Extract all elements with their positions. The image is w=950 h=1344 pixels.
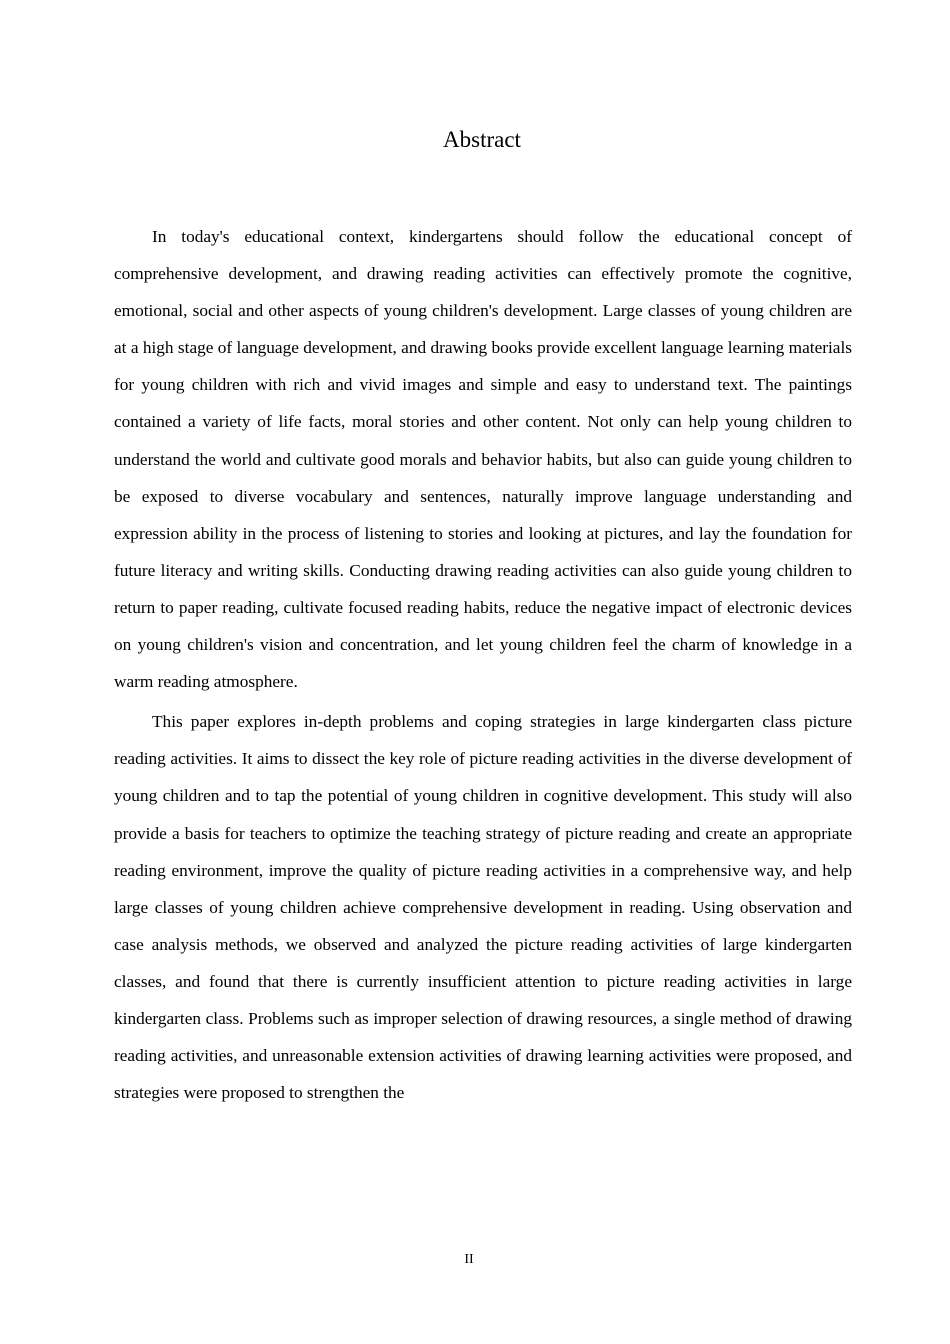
abstract-paragraph-2: This paper explores in-depth problems and coping strategies in large kindergarten class picture reading activities. It aims to dissect the key role of picture reading activities in the diverse development of young children and to tap the potential of young children in cognitive development. This study will also provide a basis for teachers to optimize the teaching strategy of picture reading and create an appropriate reading environment, improve the quality of picture reading activities in a comprehensive way, and help large classes of young children achieve comprehensive development in reading. Using observation and case analysis methods, we observed and analyzed the picture reading activities of large kindergarten classes, and found that there is currently insufficient attention to picture reading activities in large kindergarten class. Problems such as improper selection of drawing resources, a single method of drawing reading activities, and unreasonable extension activities of drawing learning activities were proposed, and strategies were proposed to strengthen the: [114, 712, 852, 1103]
abstract-paragraph-1: In today's educational context, kindergartens should follow the educational concept of comprehensive development, and drawing reading activities can effectively promote the cognitive, emotional, social and other aspects of young children's development. Large classes of young children are at a high stage of language development, and drawing books provide excellent language learning materials for young children with rich and vivid images and simple and easy to understand text. The paintings contained a variety of life facts, moral stories and other content. Not only can help young children to understand the world and cultivate good morals and behavior habits, but also can guide young children to be exposed to diverse vocabulary and sentences, naturally improve language understanding and expression ability in the process of listening to stories and looking at pictures, and lay the foundation for future literacy and writing skills. Conducting drawing reading activities can also guide young children to return to paper reading, cultivate focused reading habits, reduce the negative impact of electronic devices on young children's vision and concentration, and let young children feel the charm of knowledge in a warm reading atmosphere.: [114, 227, 852, 692]
page-title: Abstract: [443, 127, 521, 152]
page-number: II: [464, 1252, 474, 1267]
abstract-body: [114, 218, 852, 1114]
